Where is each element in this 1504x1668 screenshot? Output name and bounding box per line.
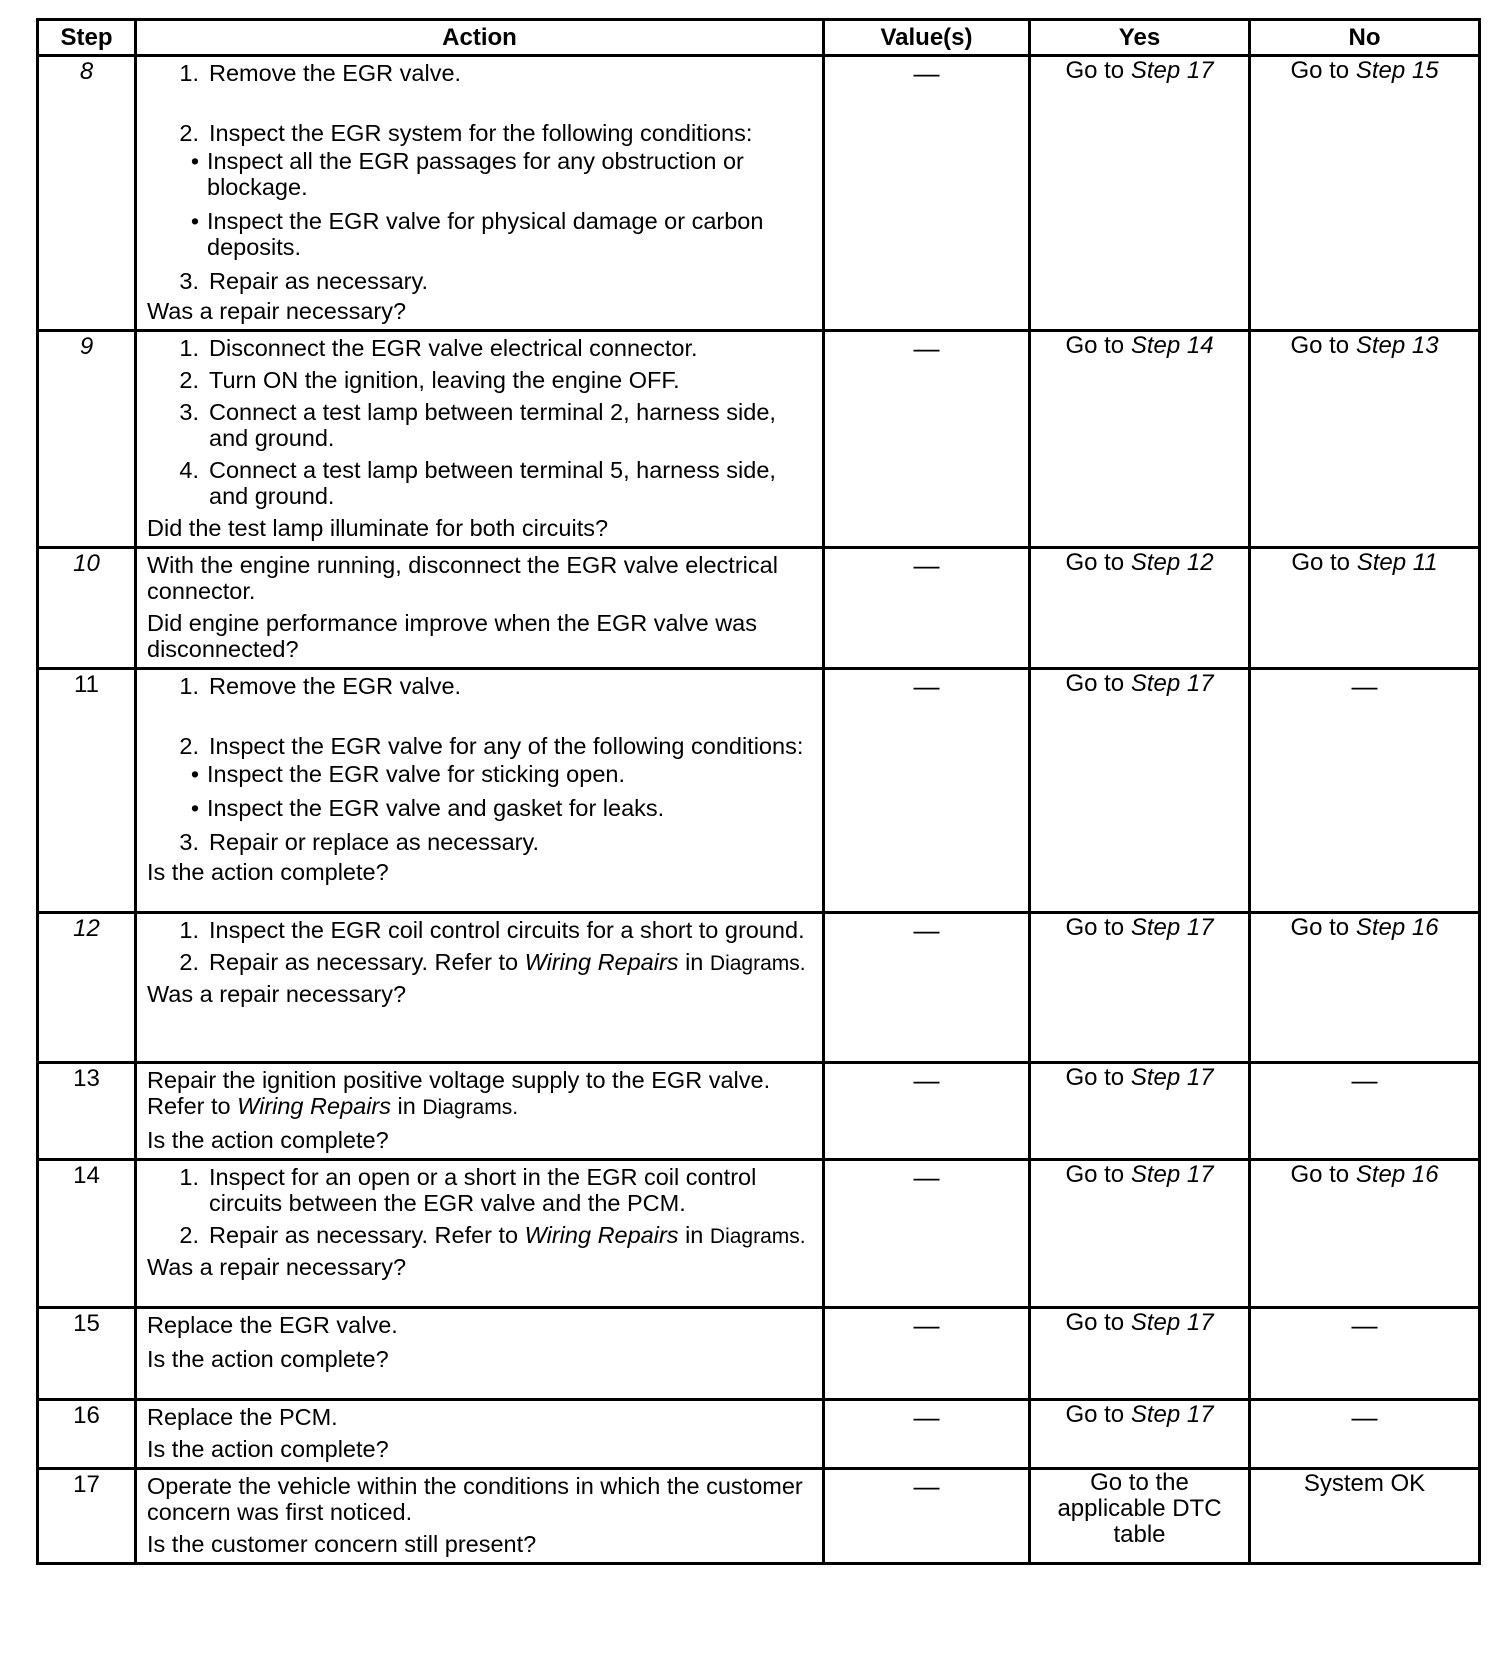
- no-cell: —: [1250, 1308, 1480, 1400]
- action-question: Is the customer concern still present?: [147, 1531, 537, 1557]
- action-cell: [136, 1308, 824, 1400]
- step-number: 16: [38, 1400, 136, 1469]
- action-item: Repair as necessary. Refer to Wiring Repairs in Diagrams.: [209, 1222, 806, 1248]
- action-cell: 1. Remove the EGR valve. 2. Inspect the EGR valve for any of the following conditions: • Inspect the EGR valve for sticking open. • Inspect the EGR valve and gasket for leaks. 3. Repair or replace as necessary. Is the action complete?: [136, 669, 824, 913]
- table-row: [38, 1160, 1480, 1308]
- wiring-repairs-link[interactable]: Wiring Repairs: [524, 1222, 679, 1248]
- value-cell: —: [824, 331, 1030, 548]
- action-cell: 1. Disconnect the EGR valve electrical connector. 2. Turn ON the ignition, leaving the engine OFF. 3. Connect a test lamp between terminal 2, harness side, and ground. 4. Connect a test lamp between terminal 5, harness side, and ground. Did the test lamp illuminate for both circuits?: [136, 331, 824, 548]
- action-text: Repair the ignition positive voltage supply to the EGR valve. Refer to Wiring Repairs in Diagrams.: [147, 1067, 771, 1119]
- no-cell: Go to Step 13: [1250, 331, 1480, 548]
- table-row: [38, 669, 1480, 913]
- no-cell: Go to Step 16: [1250, 913, 1480, 1063]
- yes-cell: Go to Step 17: [1030, 1063, 1250, 1160]
- no-cell: —: [1250, 1063, 1480, 1160]
- table-row: [38, 1400, 1480, 1469]
- value-cell: —: [824, 548, 1030, 669]
- header-step: Step: [38, 20, 136, 56]
- value-cell: —: [824, 1160, 1030, 1308]
- header-action: Action: [136, 20, 824, 56]
- diagnostic-table-page: [36, 18, 1478, 1565]
- step-number: 9: [38, 331, 136, 548]
- action-item: Disconnect the EGR valve electrical connector.: [209, 335, 698, 361]
- step-number: 11: [38, 669, 136, 913]
- action-item: Inspect the EGR valve for any of the following conditions:: [209, 733, 804, 759]
- action-cell: 1. Inspect the EGR coil control circuits for a short to ground. 2. Repair as necessary. Refer to Wiring Repairs in Diagrams. Was a repair necessary?: [136, 913, 824, 1063]
- action-cell: 1. Remove the EGR valve. 2. Inspect the EGR system for the following conditions: • Inspect all the EGR passages for any obstruction or blockage. • Inspect the EGR valve for physical damage or carbon deposits. 3. Repair as necessary. Was a repair necessary?: [136, 56, 824, 331]
- action-cell: [136, 1400, 824, 1469]
- yes-cell: Go to the applicable DTC table: [1030, 1469, 1250, 1564]
- action-question: Is the action complete?: [147, 859, 389, 885]
- action-text: With the engine running, disconnect the EGR valve electrical connector.: [147, 552, 778, 604]
- no-cell: —: [1250, 1400, 1480, 1469]
- value-cell: —: [824, 1063, 1030, 1160]
- action-question: Did the test lamp illuminate for both circuits?: [147, 515, 609, 541]
- step-number: 12: [38, 913, 136, 1063]
- step-number: 17: [38, 1469, 136, 1564]
- action-question: Was a repair necessary?: [147, 298, 407, 324]
- action-item: Turn ON the ignition, leaving the engine OFF.: [209, 367, 680, 393]
- action-question: Is the action complete?: [147, 1346, 389, 1372]
- action-item: Repair as necessary. Refer to Wiring Repairs in Diagrams.: [209, 949, 806, 975]
- yes-cell: Go to Step 17: [1030, 1160, 1250, 1308]
- header-no: No: [1250, 20, 1480, 56]
- no-cell: Go to Step 11: [1250, 548, 1480, 669]
- action-text: Replace the PCM.: [147, 1404, 338, 1430]
- action-question: Was a repair necessary?: [147, 981, 407, 1007]
- table-row: [38, 331, 1480, 548]
- action-item: Remove the EGR valve.: [209, 673, 462, 699]
- action-item: Inspect the EGR coil control circuits for a short to ground.: [209, 917, 805, 943]
- action-cell: [136, 548, 824, 669]
- action-question: Is the action complete?: [147, 1127, 389, 1153]
- action-question: Is the action complete?: [147, 1436, 389, 1462]
- action-question: Was a repair necessary?: [147, 1254, 407, 1280]
- no-cell: —: [1250, 669, 1480, 913]
- table-row: [38, 548, 1480, 669]
- yes-cell: Go to Step 17: [1030, 1400, 1250, 1469]
- action-text: Operate the vehicle within the conditions in which the customer concern was first noticed.: [147, 1473, 803, 1525]
- header-values: Value(s): [824, 20, 1030, 56]
- action-bullet: Inspect the EGR valve for physical damage or carbon deposits.: [207, 208, 764, 260]
- wiring-repairs-link[interactable]: Wiring Repairs: [237, 1093, 392, 1119]
- action-bullet: Inspect the EGR valve and gasket for leaks.: [207, 795, 665, 821]
- table-row: [38, 1469, 1480, 1564]
- yes-cell: Go to Step 17: [1030, 1308, 1250, 1400]
- no-cell: System OK: [1250, 1469, 1480, 1564]
- value-cell: —: [824, 669, 1030, 913]
- header-yes: Yes: [1030, 20, 1250, 56]
- step-number: 14: [38, 1160, 136, 1308]
- value-cell: —: [824, 56, 1030, 331]
- action-cell: [136, 1063, 824, 1160]
- step-number: 8: [38, 56, 136, 331]
- table-row: [38, 1063, 1480, 1160]
- action-item: Remove the EGR valve.: [209, 60, 462, 86]
- table-row: [38, 56, 1480, 331]
- yes-cell: Go to Step 17: [1030, 669, 1250, 913]
- value-cell: —: [824, 1400, 1030, 1469]
- yes-cell: Go to Step 14: [1030, 331, 1250, 548]
- action-item: Connect a test lamp between terminal 2, harness side, and ground.: [209, 399, 776, 451]
- yes-cell: Go to Step 12: [1030, 548, 1250, 669]
- table-row: [38, 1308, 1480, 1400]
- value-cell: —: [824, 913, 1030, 1063]
- table-header-row: [38, 20, 1480, 56]
- action-bullet: Inspect the EGR valve for sticking open.: [207, 761, 625, 787]
- action-item: Inspect the EGR system for the following conditions:: [209, 120, 753, 146]
- action-item: Repair or replace as necessary.: [209, 829, 540, 855]
- step-number: 15: [38, 1308, 136, 1400]
- value-cell: —: [824, 1308, 1030, 1400]
- yes-cell: Go to Step 17: [1030, 913, 1250, 1063]
- value-cell: —: [824, 1469, 1030, 1564]
- step-number: 10: [38, 548, 136, 669]
- wiring-repairs-link[interactable]: Wiring Repairs: [524, 949, 679, 975]
- step-number: 13: [38, 1063, 136, 1160]
- action-cell: 1. Inspect for an open or a short in the EGR coil control circuits between the EGR valve and the PCM. 2. Repair as necessary. Refer to Wiring Repairs in Diagrams. Was a repair necessary?: [136, 1160, 824, 1308]
- action-item: Connect a test lamp between terminal 5, harness side, and ground.: [209, 457, 776, 509]
- action-question: Did engine performance improve when the EGR valve was disconnected?: [147, 610, 757, 662]
- action-item: Repair as necessary.: [209, 268, 428, 294]
- action-item: Inspect for an open or a short in the EGR coil control circuits between the EGR valve and the PCM.: [209, 1164, 757, 1216]
- table-row: [38, 913, 1480, 1063]
- no-cell: Go to Step 15: [1250, 56, 1480, 331]
- diagnostic-table: [36, 18, 1481, 1565]
- no-cell: Go to Step 16: [1250, 1160, 1480, 1308]
- action-cell: [136, 1469, 824, 1564]
- action-bullet: Inspect all the EGR passages for any obstruction or blockage.: [207, 148, 744, 200]
- yes-cell: Go to Step 17: [1030, 56, 1250, 331]
- action-text: Replace the EGR valve.: [147, 1312, 398, 1338]
